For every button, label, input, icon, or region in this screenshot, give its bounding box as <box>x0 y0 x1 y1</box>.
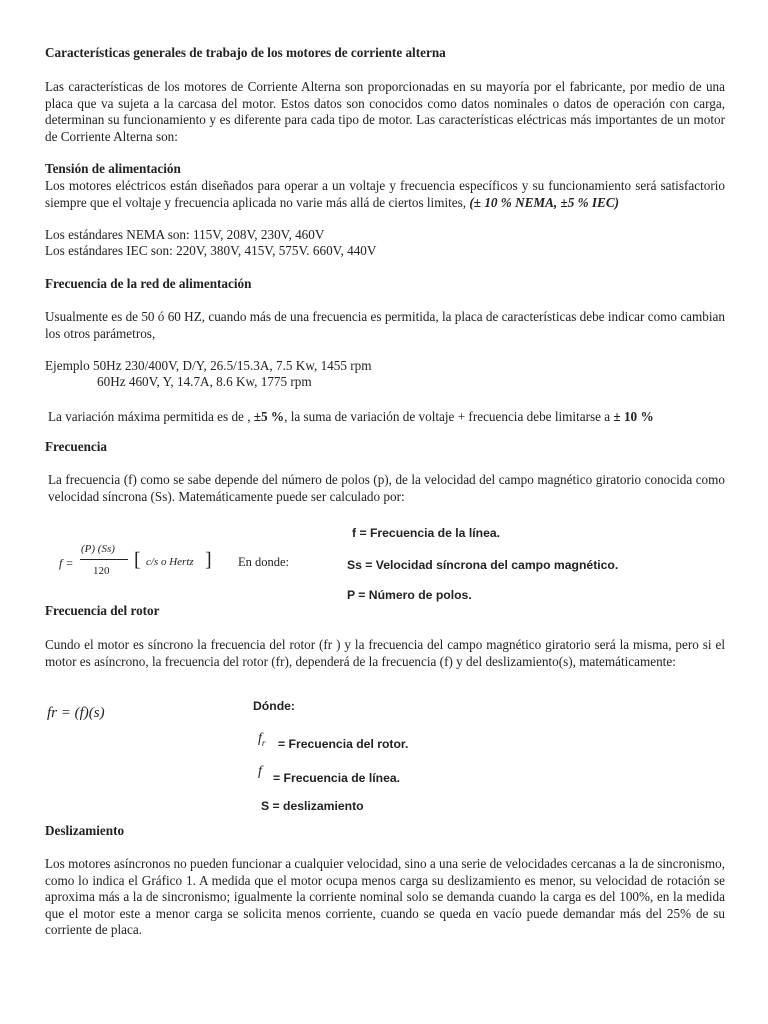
intro-paragraph: Las características de los motores de Corriente Alterna son proporcionadas en su mayoría por el fabricante, por medio de una placa que va sujeta a la carcasa del motor. Estos datos son conocidos como datos nominales o datos de operación con carga, determinan su funcionamiento y es diferente para cada tipo de motor. Las características eléctricas más importantes de un motor de Corriente Alterna son: <box>45 79 725 144</box>
formula-bracket-right: ] <box>205 549 212 571</box>
def-velocidad-sincrona: Ss = Velocidad síncrona del campo magnético. <box>347 558 619 572</box>
heading-tension: Tensión de alimentación <box>45 161 181 176</box>
variation-value-a: ±5 % <box>253 409 285 424</box>
variation-text-b: , la suma de variación de voltaje + frecuencia debe limitarse a <box>284 409 611 424</box>
def-deslizamiento: S = deslizamiento <box>261 799 364 813</box>
variation-paragraph <box>48 409 728 426</box>
def-f-linea: f = Frecuencia de la línea. <box>352 526 501 540</box>
def-fr: = Frecuencia del rotor. <box>278 737 409 751</box>
formula-denominator: 120 <box>93 565 110 577</box>
formula-numerator: (P) (Ss) <box>81 543 115 555</box>
example-line-2: 60Hz 460V, Y, 14.7A, 8.6 Kw, 1775 rpm <box>97 374 312 389</box>
formula-bracket-left: [ <box>134 549 141 571</box>
deslizamiento-paragraph: Los motores asíncronos no pueden funcionar a cualquier velocidad, sino a una serie de velocidades cercanas a la de sincronismo, como lo indica el Gráfico 1. A medida que el motor ocupa menos carga su deslizamiento es menor, su velocidad de rotación se aproxima más a la de sincronismo; igualmente la corriente nominal solo se demanda cuando la carga es del 100%, en la medida que el motor este a menor carga se solicita menos corriente, cuando se queda en vacío puede demandar más del 25% de su corriente de placa. <box>45 856 726 937</box>
formula-f-lhs: f = <box>59 556 74 570</box>
formula-fraction-bar <box>80 559 128 560</box>
formula-unit: c/s o Hertz <box>146 556 194 568</box>
def-numero-polos: P = Número de polos. <box>347 588 472 602</box>
example-line-1: Ejemplo 50Hz 230/400V, D/Y, 26.5/15.3A, 7.5 Kw, 1455 rpm <box>45 358 372 373</box>
rotor-paragraph: Cundo el motor es síncrono la frecuencia del rotor (fr ) y la frecuencia del campo magnético giratorio será la misma, pero si el motor es asíncrono, la frecuencia del rotor (fr), dependerá de la frecuencia (f) y del deslizamiento(s), matemáticamente: <box>45 637 725 669</box>
donde-label: Dónde: <box>253 699 295 713</box>
tension-paragraph <box>45 178 725 211</box>
heading-rotor: Frecuencia del rotor <box>45 603 160 618</box>
iec-standards: Los estándares IEC son: 220V, 380V, 415V, 575V. 660V, 440V <box>45 243 377 258</box>
en-donde-label: En donde: <box>238 555 290 569</box>
formula-fr: fr = (f)(s) <box>47 705 105 721</box>
nema-standards: Los estándares NEMA son: 115V, 208V, 230V, 460V <box>45 227 325 242</box>
variation-value-b: ± 10 % <box>613 409 654 424</box>
frecuencia-paragraph: La frecuencia (f) como se sabe depende del número de polos (p), de la velocidad del campo magnético giratorio conocida como velocidad síncrona (Ss). Matemáticamente puede ser calculado por: <box>48 472 725 504</box>
symbol-f: f <box>258 764 262 779</box>
red-paragraph: Usualmente es de 50 ó 60 HZ, cuando más de una frecuencia es permitida, la placa de características debe indicar como cambian los otros parámetros, <box>45 309 725 341</box>
def-f-rotor: = Frecuencia de línea. <box>273 771 401 785</box>
heading-frecuencia: Frecuencia <box>45 439 108 454</box>
tension-text: Los motores eléctricos están diseñados para operar a un voltaje y frecuencia específicos y su funcionamiento será satisfactorio siempre que el voltaje y frecuencia aplicada no varie más allá de ciertos limites, <box>45 178 725 210</box>
symbol-fr: $f_r$ <box>258 731 266 748</box>
variation-text-a: La variación máxima permitida es de , <box>48 409 251 424</box>
heading-red: Frecuencia de la red de alimentación <box>45 276 252 291</box>
document-title: Características generales de trabajo de los motores de corriente alterna <box>45 45 446 60</box>
heading-deslizamiento: Deslizamiento <box>45 823 125 838</box>
tension-tolerance: (± 10 % NEMA, ±5 % IEC) <box>469 194 620 210</box>
